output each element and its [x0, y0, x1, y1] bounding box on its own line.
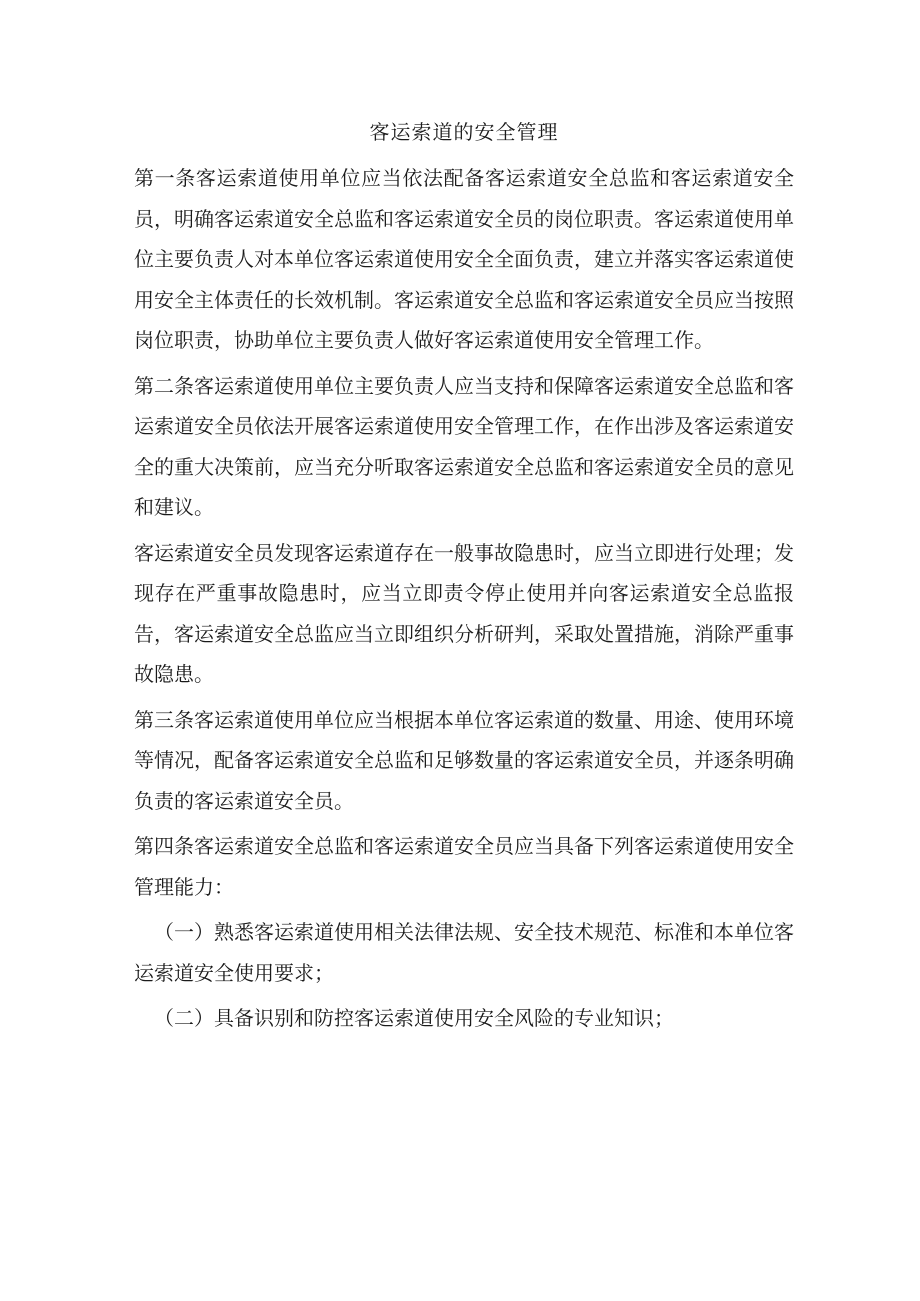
- paragraph-article-1: 第一条客运索道使用单位应当依法配备客运索道安全总监和客运索道安全员，明确客运索道安全总监和客运索道安全员的岗位职责。客运索道使用单位主要负责人对本单位客运索道使用安全全面负责，建立并落实客运索道使用安全主体责任的长效机制。客运索道安全总监和客运索道安全员应当按照岗位职责，协助单位主要负责人做好客运索道使用安全管理工作。: [134, 166, 794, 352]
- paragraph-item-1: （一）熟悉客运索道使用相关法律法规、安全技术规范、标准和本单位客运索道安全使用要求；: [134, 920, 794, 985]
- document-page: [134, 112, 794, 1044]
- document-title: 客运索道的安全管理: [369, 120, 559, 144]
- paragraph-safety-officer-duty: 客运索道安全员发现客运索道存在一般事故隐患时，应当立即进行处理；发现存在严重事故隐患时，应当立即责令停止使用并向客运索道安全总监报告，客运索道安全总监应当立即组织分析研判，采取处置措施，消除严重事故隐患。: [134, 540, 794, 686]
- paragraph-article-2: 第二条客运索道使用单位主要负责人应当支持和保障客运索道安全总监和客运索道安全员依法开展客运索道使用安全管理工作，在作出涉及客运索道安全的重大决策前，应当充分听取客运索道安全总监和客运索道安全员的意见和建议。: [134, 373, 794, 519]
- paragraph-article-3: 第三条客运索道使用单位应当根据本单位客运索道的数量、用途、使用环境等情况，配备客运索道安全总监和足够数量的客运索道安全员，并逐条明确负责的客运索道安全员。: [134, 707, 794, 813]
- paragraph-item-2: （二）具备识别和防控客运索道使用安全风险的专业知识；: [154, 1006, 674, 1030]
- paragraph-article-4: 第四条客运索道安全总监和客运索道安全员应当具备下列客运索道使用安全管理能力：: [134, 834, 794, 899]
